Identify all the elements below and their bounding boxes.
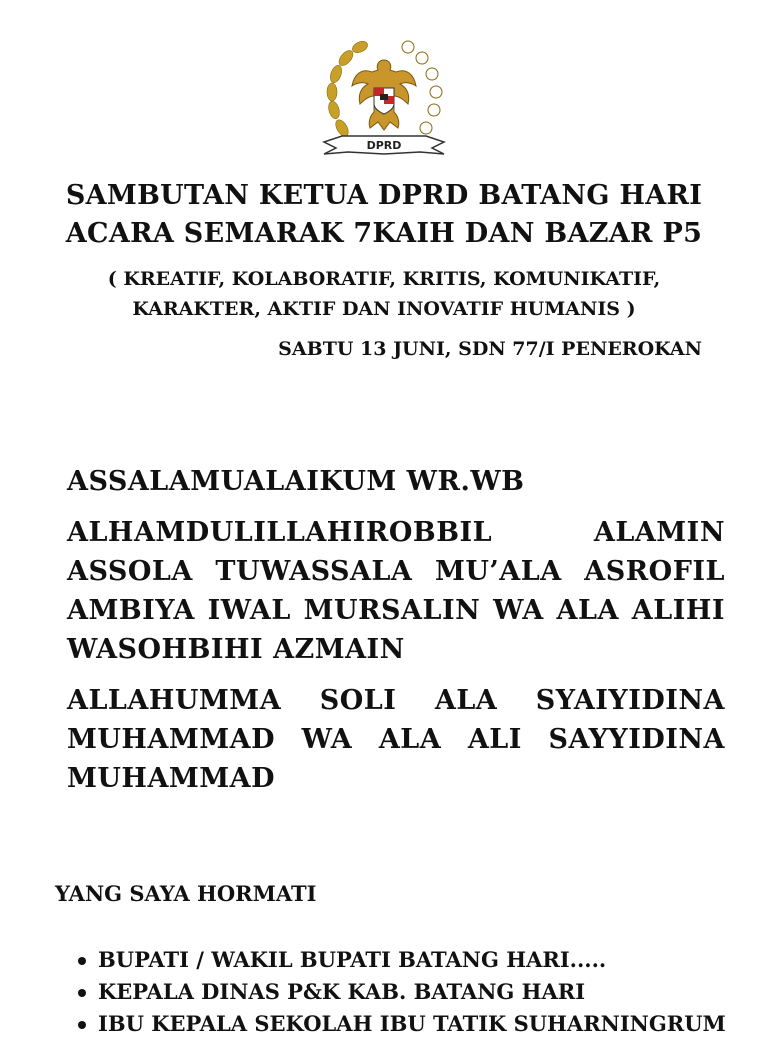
dprd-emblem-logo	[320, 38, 448, 164]
salawat-paragraph: ALLAHUMMA SOLI ALA SYAIYIDINA MUHAMMAD WA ALA ALI SAYYIDINA MUHAMMAD	[67, 685, 725, 794]
values-subtitle	[0, 264, 768, 324]
event-date-location: SABTU 13 JUNI, SDN 77/I PENEROKAN	[278, 338, 702, 360]
speech-title-line-2: ACARA SEMARAK 7KAIH DAN BAZAR P5	[65, 218, 703, 249]
greeting: ASSALAMUALAIKUM WR.WB	[67, 466, 525, 497]
list-item: BUPATI / WAKIL BUPATI BATANG HARI.....	[78, 944, 726, 976]
honored-guests-list	[78, 944, 726, 1040]
values-subtitle-line-1: ( KREATIF, KOLABORATIF, KRITIS, KOMUNIKATIF,	[107, 268, 661, 290]
speech-title-line-1: SAMBUTAN KETUA DPRD BATANG HARI	[65, 180, 703, 211]
opening-prayer-paragraph: ALHAMDULILLAHIROBBIL ALAMIN ASSOLA TUWASSALA MU’ALA ASROFIL AMBIYA IWAL MURSALIN WA ALA ALIHI WASOHBIHI AZMAIN	[67, 517, 725, 665]
list-item: IBU KEPALA SEKOLAH IBU TATIK SUHARNINGRUM	[78, 1008, 726, 1040]
values-subtitle-line-2: KARAKTER, AKTIF DAN INOVATIF HUMANIS )	[132, 298, 636, 320]
logo-text: DPRD	[366, 139, 402, 152]
list-item: KEPALA DINAS P&K KAB. BATANG HARI	[78, 976, 726, 1008]
honored-guests-heading: YANG SAYA HORMATI	[55, 881, 317, 906]
